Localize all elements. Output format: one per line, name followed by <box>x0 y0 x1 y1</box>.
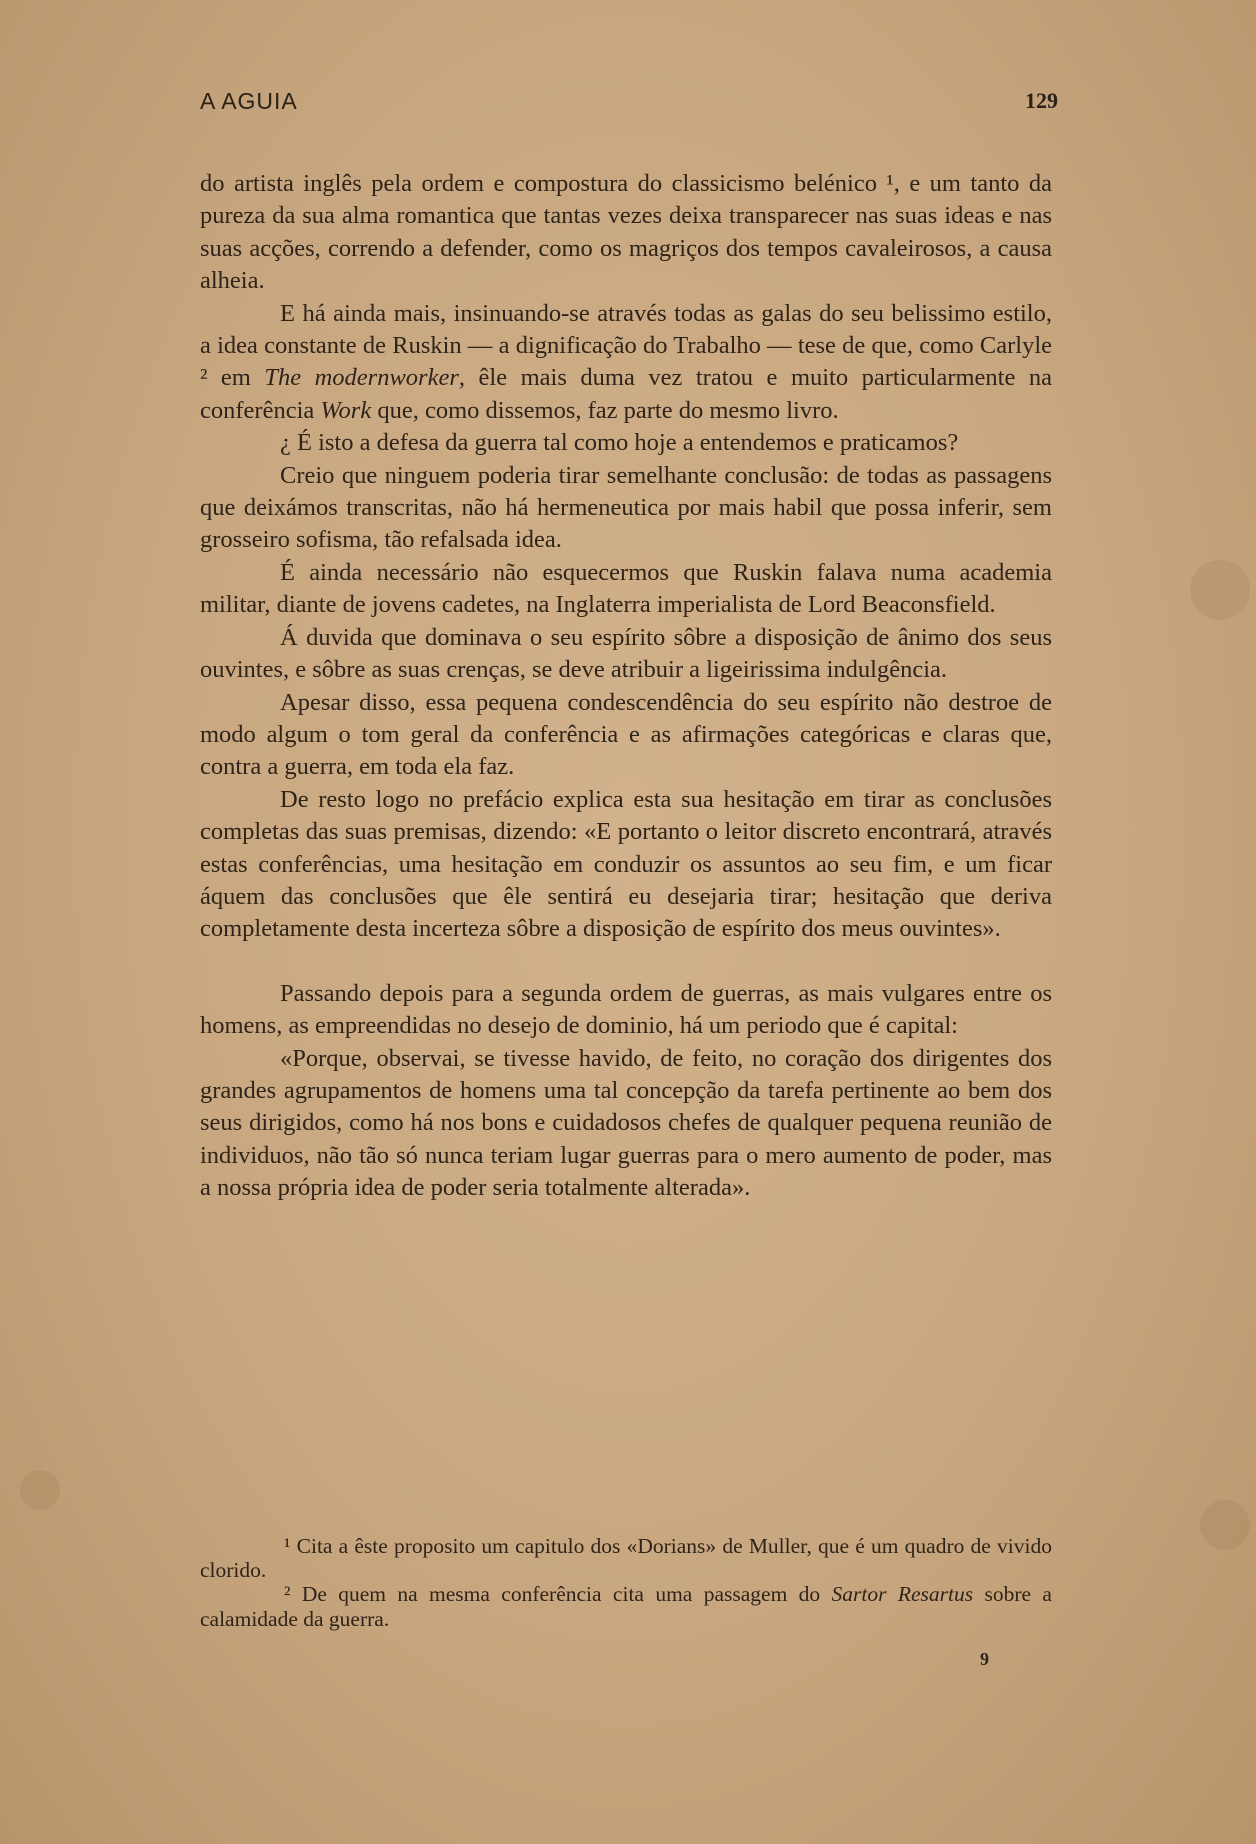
footnote-text: sobre a calamidade da guerra. <box>200 1582 1052 1631</box>
footnote-1: ¹ Cita a êste proposito um capitulo dos «Dorians» de Muller, que é um quadro de vivido clorido. <box>200 1534 1052 1583</box>
running-head: A AGUIA <box>200 88 298 114</box>
body-text <box>200 168 1052 1205</box>
paragraph: «Porque, observai, se tivesse havido, de feito, no coração dos dirigentes dos grandes agrupamentos de homens uma tal concepção da tarefa pertinente ao bem dos seus dirigidos, como há nos bons e cuidadosos chefes de qualquer pequena reunião de individuos, não tão só nunca teriam lugar guerras para o mero aumento de poder, mas a nossa própria idea de poder seria totalmente alterada». <box>200 1044 1052 1202</box>
book-title: Work <box>320 396 372 424</box>
footnote-text: ² De quem na mesma conferência cita uma passagem do <box>284 1582 832 1607</box>
paper-stain <box>1190 560 1250 620</box>
paragraph <box>200 298 1052 428</box>
paragraph-text: que, como dissemos, faz parte do mesmo livro. <box>371 396 839 424</box>
paragraph: Apesar disso, essa pequena condescendência do seu espírito não destroe de modo algum o tom geral da conferência e as afirmações categóricas e claras que, contra a guerra, em toda ela faz. <box>200 688 1052 781</box>
paragraph-text: , êle mais duma vez tratou e muito particularmente na conferência <box>200 364 1053 424</box>
book-title: Sartor Resartus <box>831 1582 974 1607</box>
book-title: The modernworker <box>264 364 459 392</box>
paragraph: do artista inglês pela ordem e compostura do classicismo belénico ¹, e um tanto da pureza da sua alma romantica que tantas vezes deixa transparecer nas suas ideas e nas suas acções, correndo a defender, como os magriços dos tempos cavaleirosos, a causa alheia. <box>200 170 1052 295</box>
page-header <box>200 88 1062 120</box>
paper-stain <box>1200 1500 1250 1550</box>
paragraph: Creio que ninguem poderia tirar semelhante conclusão: de todas as passagens que deixámos transcritas, não há hermeneutica por mais habil que possa inferir, sem grosseiro sofisma, tão refalsada idea. <box>200 461 1052 554</box>
paragraph: Passando depois para a segunda ordem de guerras, as mais vulgares entre os homens, as empreendidas no desejo de dominio, há um periodo que é capital: <box>200 979 1052 1040</box>
paragraph: ¿ É isto a defesa da guerra tal como hoje a entendemos e praticamos? <box>280 429 959 457</box>
page-number: 129 <box>1025 88 1058 113</box>
paper-stain <box>20 1470 60 1510</box>
footnote-2 <box>200 1582 1052 1630</box>
paragraph: É ainda necessário não esquecermos que Ruskin falava numa academia militar, diante de jovens cadetes, na Inglaterra imperialista de Lord Beaconsfield. <box>200 558 1052 619</box>
signature-mark: 9 <box>980 1649 989 1669</box>
footnotes <box>200 1534 1052 1631</box>
paragraph: De resto logo no prefácio explica esta sua hesitação em tirar as conclusões completas das suas premisas, dizendo: «E portanto o leitor discreto encontrará, através estas conferências, uma hesitação em conduzir os assuntos ao seu fim, e um ficar áquem das conclusões que êle sentirá eu desejaria tirar; hesitação que deriva completamente desta incerteza sôbre a disposição de espírito dos meus ouvintes». <box>200 785 1052 943</box>
paragraph-text: E há ainda mais, insinuando-se através todas as galas do seu belissimo estilo, a idea constante de Ruskin — a dignificação do Trabalho — tese de que, como Carlyle ² em <box>200 299 1052 392</box>
paragraph: Á duvida que dominava o seu espírito sôbre a disposição de ânimo dos seus ouvintes, e sôbre as suas crenças, se deve atribuir a ligeirissima indulgência. <box>200 623 1052 684</box>
